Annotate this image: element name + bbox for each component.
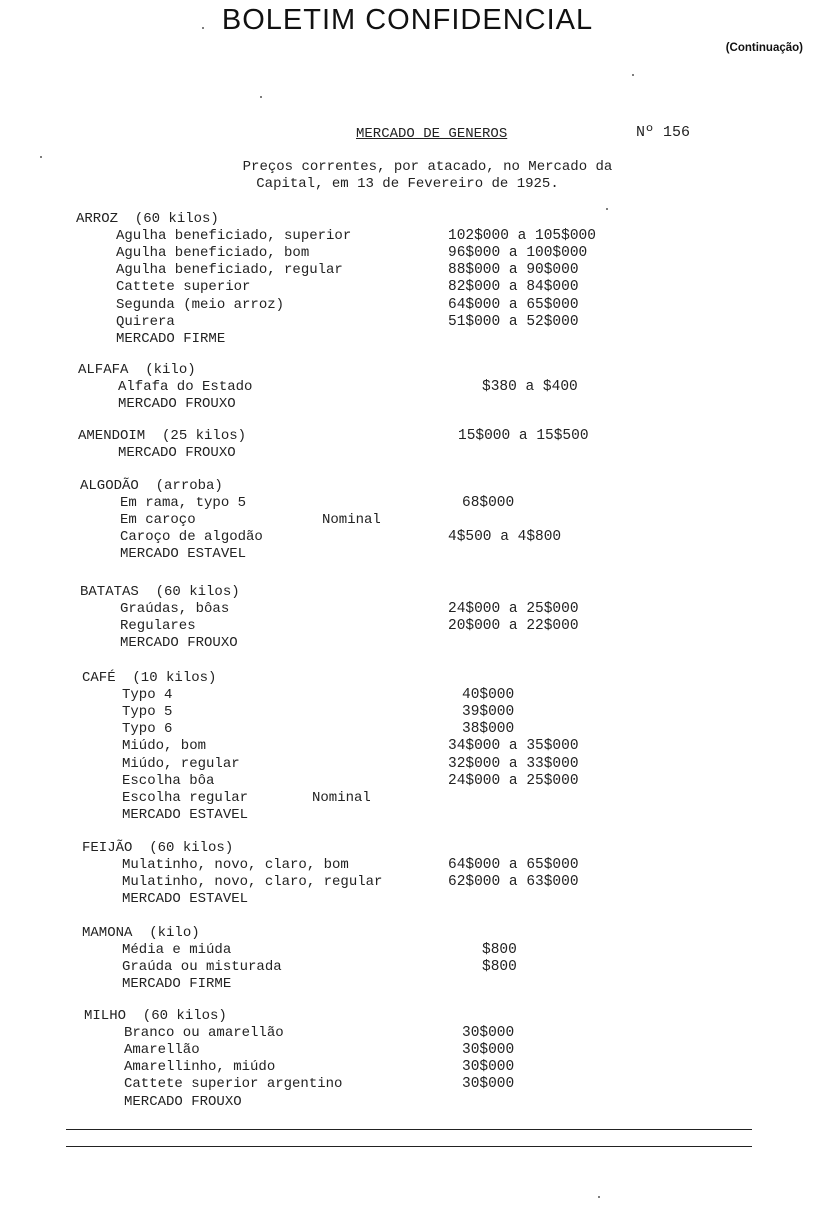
commodity-heading: BATATAS (60 kilos) (80, 584, 240, 600)
commodity-heading: CAFÉ (10 kilos) (82, 670, 217, 686)
commodity-item: Alfafa do Estado (118, 379, 253, 396)
commodity-price: 62$000 a 63$000 (448, 874, 579, 891)
market-status: MERCADO ESTAVEL (122, 891, 249, 908)
commodity-item: Agulha beneficiado, bom (116, 245, 310, 262)
market-status: MERCADO FROUXO (124, 1093, 242, 1110)
commodity-item: Média e miúda (122, 942, 232, 959)
commodity-item: Segunda (meio arroz) (116, 296, 285, 313)
commodity-price: 68$000 (462, 495, 515, 512)
commodity-price: 88$000 a 90$000 (448, 262, 579, 279)
commodity-item: Graúdas, bôas (120, 601, 230, 618)
continuation-label: (Continuação) (725, 42, 803, 54)
commodity-price: 4$500 a 4$800 (448, 529, 562, 546)
paper-speck (40, 156, 42, 158)
commodity-heading: FEIJÃO (60 kilos) (82, 840, 234, 856)
paper-speck (632, 74, 634, 76)
paper-speck (260, 96, 262, 98)
commodity-price: 64$000 a 65$000 (448, 296, 579, 313)
commodity-price: 30$000 (462, 1025, 515, 1042)
commodity-price: 96$000 a 100$000 (448, 245, 588, 262)
commodity-price: 39$000 (462, 704, 515, 721)
commodity-heading: MILHO (60 kilos) (84, 1008, 227, 1024)
commodity-item: Regulares (120, 618, 196, 635)
commodity-item: Agulha beneficiado, regular (116, 262, 343, 279)
bottom-rule-2 (66, 1146, 752, 1147)
bottom-rule-1 (66, 1129, 752, 1130)
market-status: MERCADO FIRME (116, 330, 226, 347)
market-status: MERCADO FROUXO (118, 396, 236, 413)
commodity-item: Branco ou amarellão (124, 1025, 284, 1042)
commodity-item: Typo 5 (122, 704, 173, 721)
commodity-heading: AMENDOIM (25 kilos) (78, 428, 247, 444)
intro-line-1: Preços correntes, por atacado, no Mercado da (242, 159, 613, 175)
commodity-price: 30$000 (462, 1042, 515, 1059)
commodity-item: Amarellinho, miúdo (124, 1059, 276, 1076)
commodity-item: Em rama, typo 5 (120, 495, 247, 512)
commodity-price: 20$000 a 22$000 (448, 618, 579, 635)
commodity-price: 38$000 (462, 721, 515, 738)
commodity-item: Agulha beneficiado, superior (116, 228, 352, 245)
intro-line-2: Capital, em 13 de Fevereiro de 1925. (256, 176, 559, 192)
commodity-price: 51$000 a 52$000 (448, 313, 579, 330)
commodity-item: Typo 6 (122, 721, 173, 738)
paper-speck (606, 208, 608, 210)
commodity-item: Escolha bôa (122, 772, 215, 789)
market-status: MERCADO FIRME (122, 976, 232, 993)
commodity-item: Em caroço (120, 512, 196, 529)
paper-speck (598, 1196, 600, 1198)
commodity-price: 30$000 (462, 1076, 515, 1093)
commodity-item: Quirera (116, 313, 175, 330)
nominal-note: Nominal (322, 512, 381, 529)
commodity-item: Miúdo, bom (122, 738, 207, 755)
commodity-heading: ALGODÃO (arroba) (80, 478, 223, 494)
commodity-item: Mulatinho, novo, claro, regular (122, 874, 383, 891)
commodity-price: 24$000 a 25$000 (448, 772, 579, 789)
paper-speck (202, 27, 204, 29)
nominal-note: Nominal (312, 789, 371, 806)
section-title: MERCADO DE GENEROS (356, 126, 508, 142)
commodity-price: 102$000 a 105$000 (448, 228, 596, 245)
market-status: MERCADO ESTAVEL (120, 546, 247, 563)
commodity-item: Caroço de algodão (120, 529, 263, 546)
commodity-price: 15$000 a 15$500 (458, 428, 589, 444)
commodity-price: 32$000 a 33$000 (448, 755, 579, 772)
market-status: MERCADO FROUXO (120, 635, 238, 652)
commodity-price: 24$000 a 25$000 (448, 601, 579, 618)
commodity-price: 40$000 (462, 687, 515, 704)
commodity-item: Escolha regular (122, 789, 249, 806)
commodity-item: Cattete superior argentino (124, 1076, 343, 1093)
commodity-item: Amarellão (124, 1042, 200, 1059)
commodity-heading: ALFAFA (kilo) (78, 362, 196, 378)
commodity-item: Graúda ou misturada (122, 959, 282, 976)
commodity-price: $800 (482, 942, 517, 959)
commodity-price: 30$000 (462, 1059, 515, 1076)
commodity-price: 64$000 a 65$000 (448, 857, 579, 874)
market-status: MERCADO FROUXO (118, 445, 236, 462)
commodity-price: 82$000 a 84$000 (448, 279, 579, 296)
commodity-price: $380 a $400 (482, 379, 578, 396)
commodity-item: Cattete superior (116, 279, 251, 296)
commodity-price: 34$000 a 35$000 (448, 738, 579, 755)
commodity-price: $800 (482, 959, 517, 976)
commodity-heading: ARROZ (60 kilos) (76, 211, 219, 227)
bulletin-title: BOLETIM CONFIDENCIAL (221, 4, 594, 36)
commodity-heading: MAMONA (kilo) (82, 925, 200, 941)
commodity-item: Miúdo, regular (122, 755, 240, 772)
market-status: MERCADO ESTAVEL (122, 806, 249, 823)
commodity-item: Typo 4 (122, 687, 173, 704)
bulletin-number: Nº 156 (636, 124, 691, 141)
commodity-item: Mulatinho, novo, claro, bom (122, 857, 349, 874)
